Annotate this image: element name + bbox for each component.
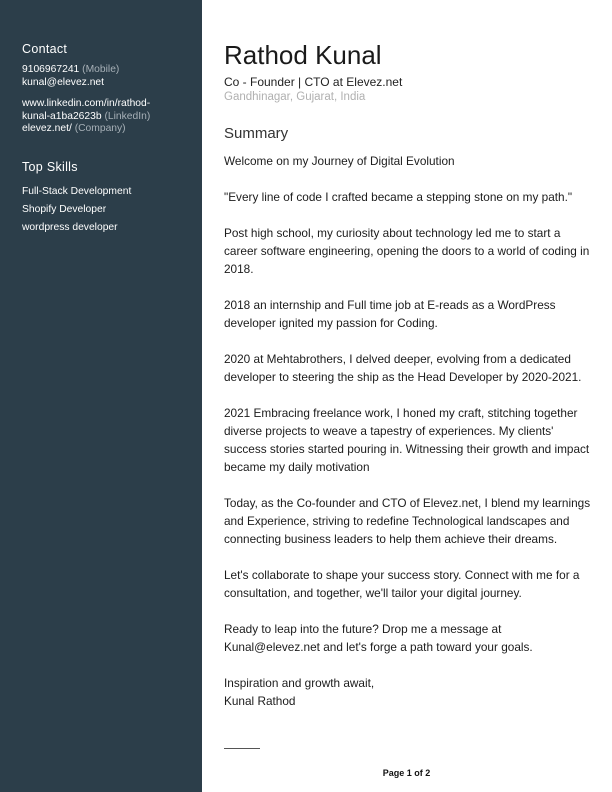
skill-item: Full-Stack Development — [22, 185, 132, 197]
linkedin-link[interactable] — [22, 98, 190, 123]
email-link[interactable]: kunal@elevez.net — [22, 76, 105, 88]
summary-paragraph: Ready to leap into the future? Drop me a message at Kunal@elevez.net and let's forge a path toward your goals. — [224, 622, 533, 654]
footer-divider — [224, 748, 260, 749]
skill-item: Shopify Developer — [22, 203, 107, 215]
company-link[interactable] — [22, 123, 190, 136]
sidebar — [0, 0, 202, 792]
page-number: Page 1 of 2 — [382, 768, 431, 778]
profile-headline: Co - Founder | CTO at Elevez.net — [224, 75, 403, 89]
summary-body — [224, 152, 596, 728]
linkedin-url-line2: kunal-a1ba2623b — [22, 110, 102, 122]
linkedin-label: (LinkedIn) — [104, 110, 151, 122]
summary-paragraph: Welcome on my Journey of Digital Evolution — [224, 154, 455, 168]
summary-paragraph: 2021 Embracing freelance work, I honed my craft, stitching together diverse projects to weave a tapestry of experiences. My clients' success stories started pouring in. Witnessing their growth and impact became my daily motivation — [224, 406, 590, 474]
phone-label: (Mobile) — [82, 64, 120, 75]
skill-item: wordpress developer — [22, 221, 118, 233]
summary-signoff: Inspiration and growth await, Kunal Rathod — [224, 676, 375, 708]
summary-paragraph: Today, as the Co-founder and CTO of Elevez.net, I blend my learnings and Experience, striving to redefine Technological landscapes and connecting business leaders to help them achieve their dreams. — [224, 496, 591, 546]
contact-heading: Contact — [22, 42, 68, 56]
summary-heading: Summary — [224, 125, 289, 142]
top-skills-heading: Top Skills — [22, 159, 78, 174]
summary-paragraph: 2018 an internship and Full time job at E-reads as a WordPress developer ignited my passion for Coding. — [224, 298, 556, 330]
summary-paragraph: Let's collaborate to shape your success story. Connect with me for a consultation, and together, we'll tailor your digital journey. — [224, 568, 580, 600]
profile-name: Rathod Kunal — [224, 40, 382, 70]
skills-list — [22, 183, 190, 237]
linkedin-url-line1: www.linkedin.com/in/rathod- — [22, 98, 151, 110]
summary-paragraph: "Every line of code I crafted became a stepping stone on my path." — [224, 190, 573, 204]
summary-paragraph: Post high school, my curiosity about technology led me to start a career software engineering, opening the doors to a world of coding in 2018. — [224, 226, 590, 276]
summary-paragraph: 2020 at Mehtabrothers, I delved deeper, evolving from a dedicated developer to steering the ship as the Head Developer by 2020-2021. — [224, 352, 582, 384]
profile-location: Gandhinagar, Gujarat, India — [224, 91, 366, 103]
phone-line — [22, 64, 190, 77]
company-url: elevez.net/ — [22, 123, 72, 135]
phone-number: 9106967241 — [22, 64, 80, 75]
company-label: (Company) — [74, 123, 126, 135]
main-content — [224, 0, 596, 792]
